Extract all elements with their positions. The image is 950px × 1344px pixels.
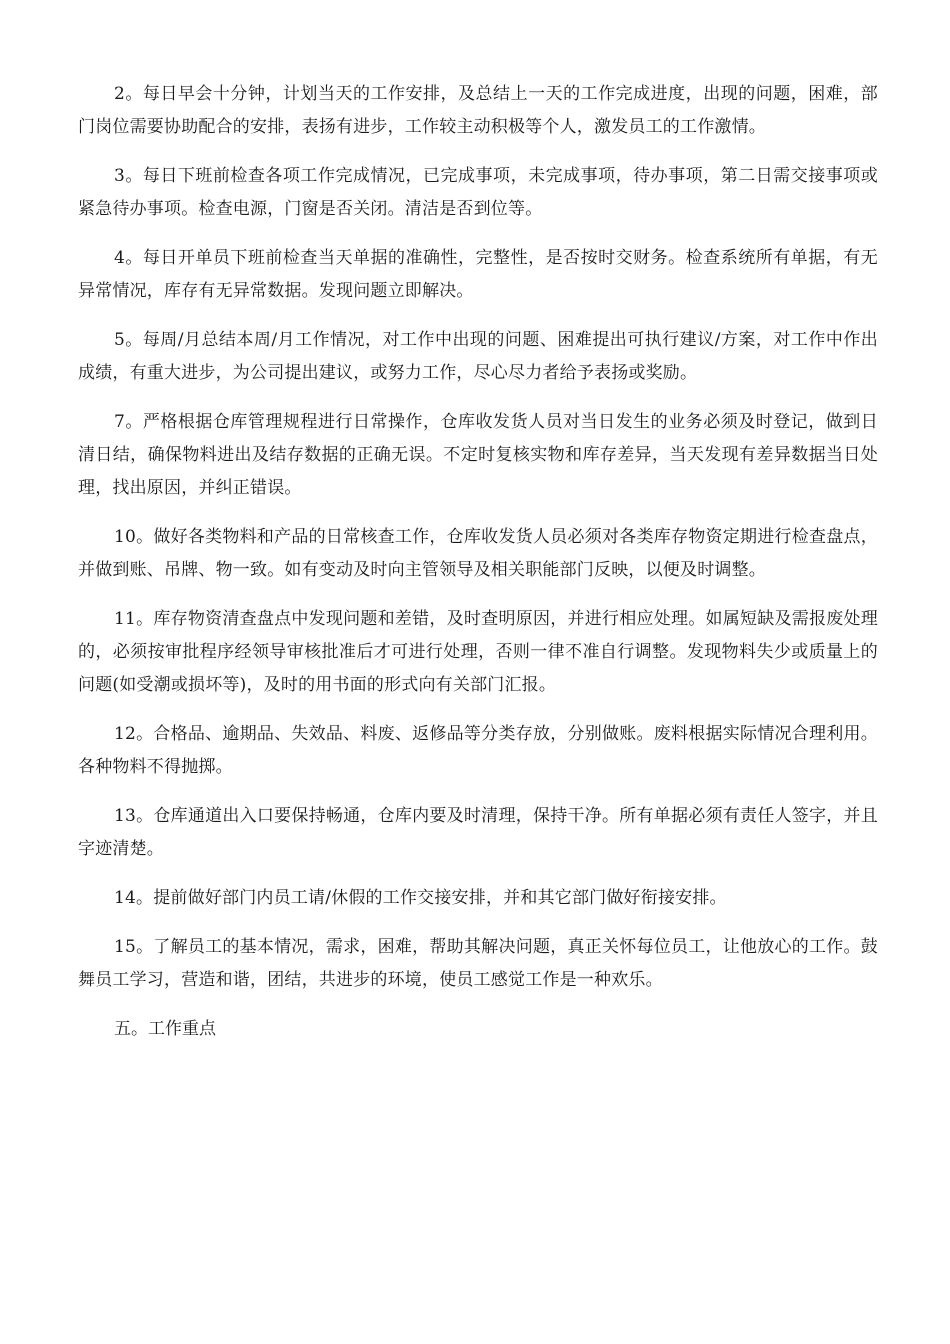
paragraph-item-10: 10。做好各类物料和产品的日常核查工作，仓库收发货人员必须对各类库存物资定期进行检查盘点，并做到账、吊牌、物一致。如有变动及时向主管领导及相关职能部门反映，以便及时调整。: [78, 527, 878, 580]
paragraph-item-15: 15。了解员工的基本情况，需求，困难，帮助其解决问题，真正关怀每位员工，让他放心的工作。鼓舞员工学习，营造和谐，团结，共进步的环境，使员工感觉工作是一种欢乐。: [78, 937, 878, 990]
paragraph-item-2: 2。每日早会十分钟，计划当天的工作安排，及总结上一天的工作完成进度，出现的问题，困难，部门岗位需要协助配合的安排，表扬有进步，工作较主动积极等个人，激发员工的工作激情。: [78, 84, 878, 137]
paragraph-item-5: 5。每周/月总结本周/月工作情况，对工作中出现的问题、困难提出可执行建议/方案，对工作中作出成绩，有重大进步，为公司提出建议，或努力工作，尽心尽力者给予表扬或奖励。: [78, 330, 878, 383]
paragraph-item-14: 14。提前做好部门内员工请/休假的工作交接安排，并和其它部门做好衔接安排。: [114, 888, 727, 908]
paragraph-item-4: 4。每日开单员下班前检查当天单据的准确性，完整性，是否按时交财务。检查系统所有单据，有无异常情况，库存有无异常数据。发现问题立即解决。: [78, 248, 878, 301]
section-heading: 五。工作重点: [114, 1019, 216, 1039]
paragraph-item-12: 12。合格品、逾期品、失效品、料废、返修品等分类存放，分别做账。废料根据实际情况合理利用。各种物料不得抛掷。: [78, 724, 878, 777]
paragraph-item-3: 3。每日下班前检查各项工作完成情况，已完成事项，未完成事项，待办事项，第二日需交接事项或紧急待办事项。检查电源，门窗是否关闭。清洁是否到位等。: [78, 166, 878, 219]
paragraph-item-7: 7。严格根据仓库管理规程进行日常操作，仓库收发货人员对当日发生的业务必须及时登记，做到日清日结，确保物料进出及结存数据的正确无误。不定时复核实物和库存差异，当天发现有差异数据当日处理，找出原因，并纠正错误。: [78, 412, 878, 498]
paragraph-item-11: 11。库存物资清查盘点中发现问题和差错，及时查明原因，并进行相应处理。如属短缺及需报废处理的，必须按审批程序经领导审核批准后才可进行处理，否则一律不准自行调整。发现物料失少或质量上的问题(如受潮或损坏等)，及时的用书面的形式向有关部门汇报。: [78, 609, 878, 695]
document-body: [78, 78, 878, 1046]
paragraph-item-13: 13。仓库通道出入口要保持畅通，仓库内要及时清理，保持干净。所有单据必须有责任人签字，并且字迹清楚。: [78, 806, 878, 859]
